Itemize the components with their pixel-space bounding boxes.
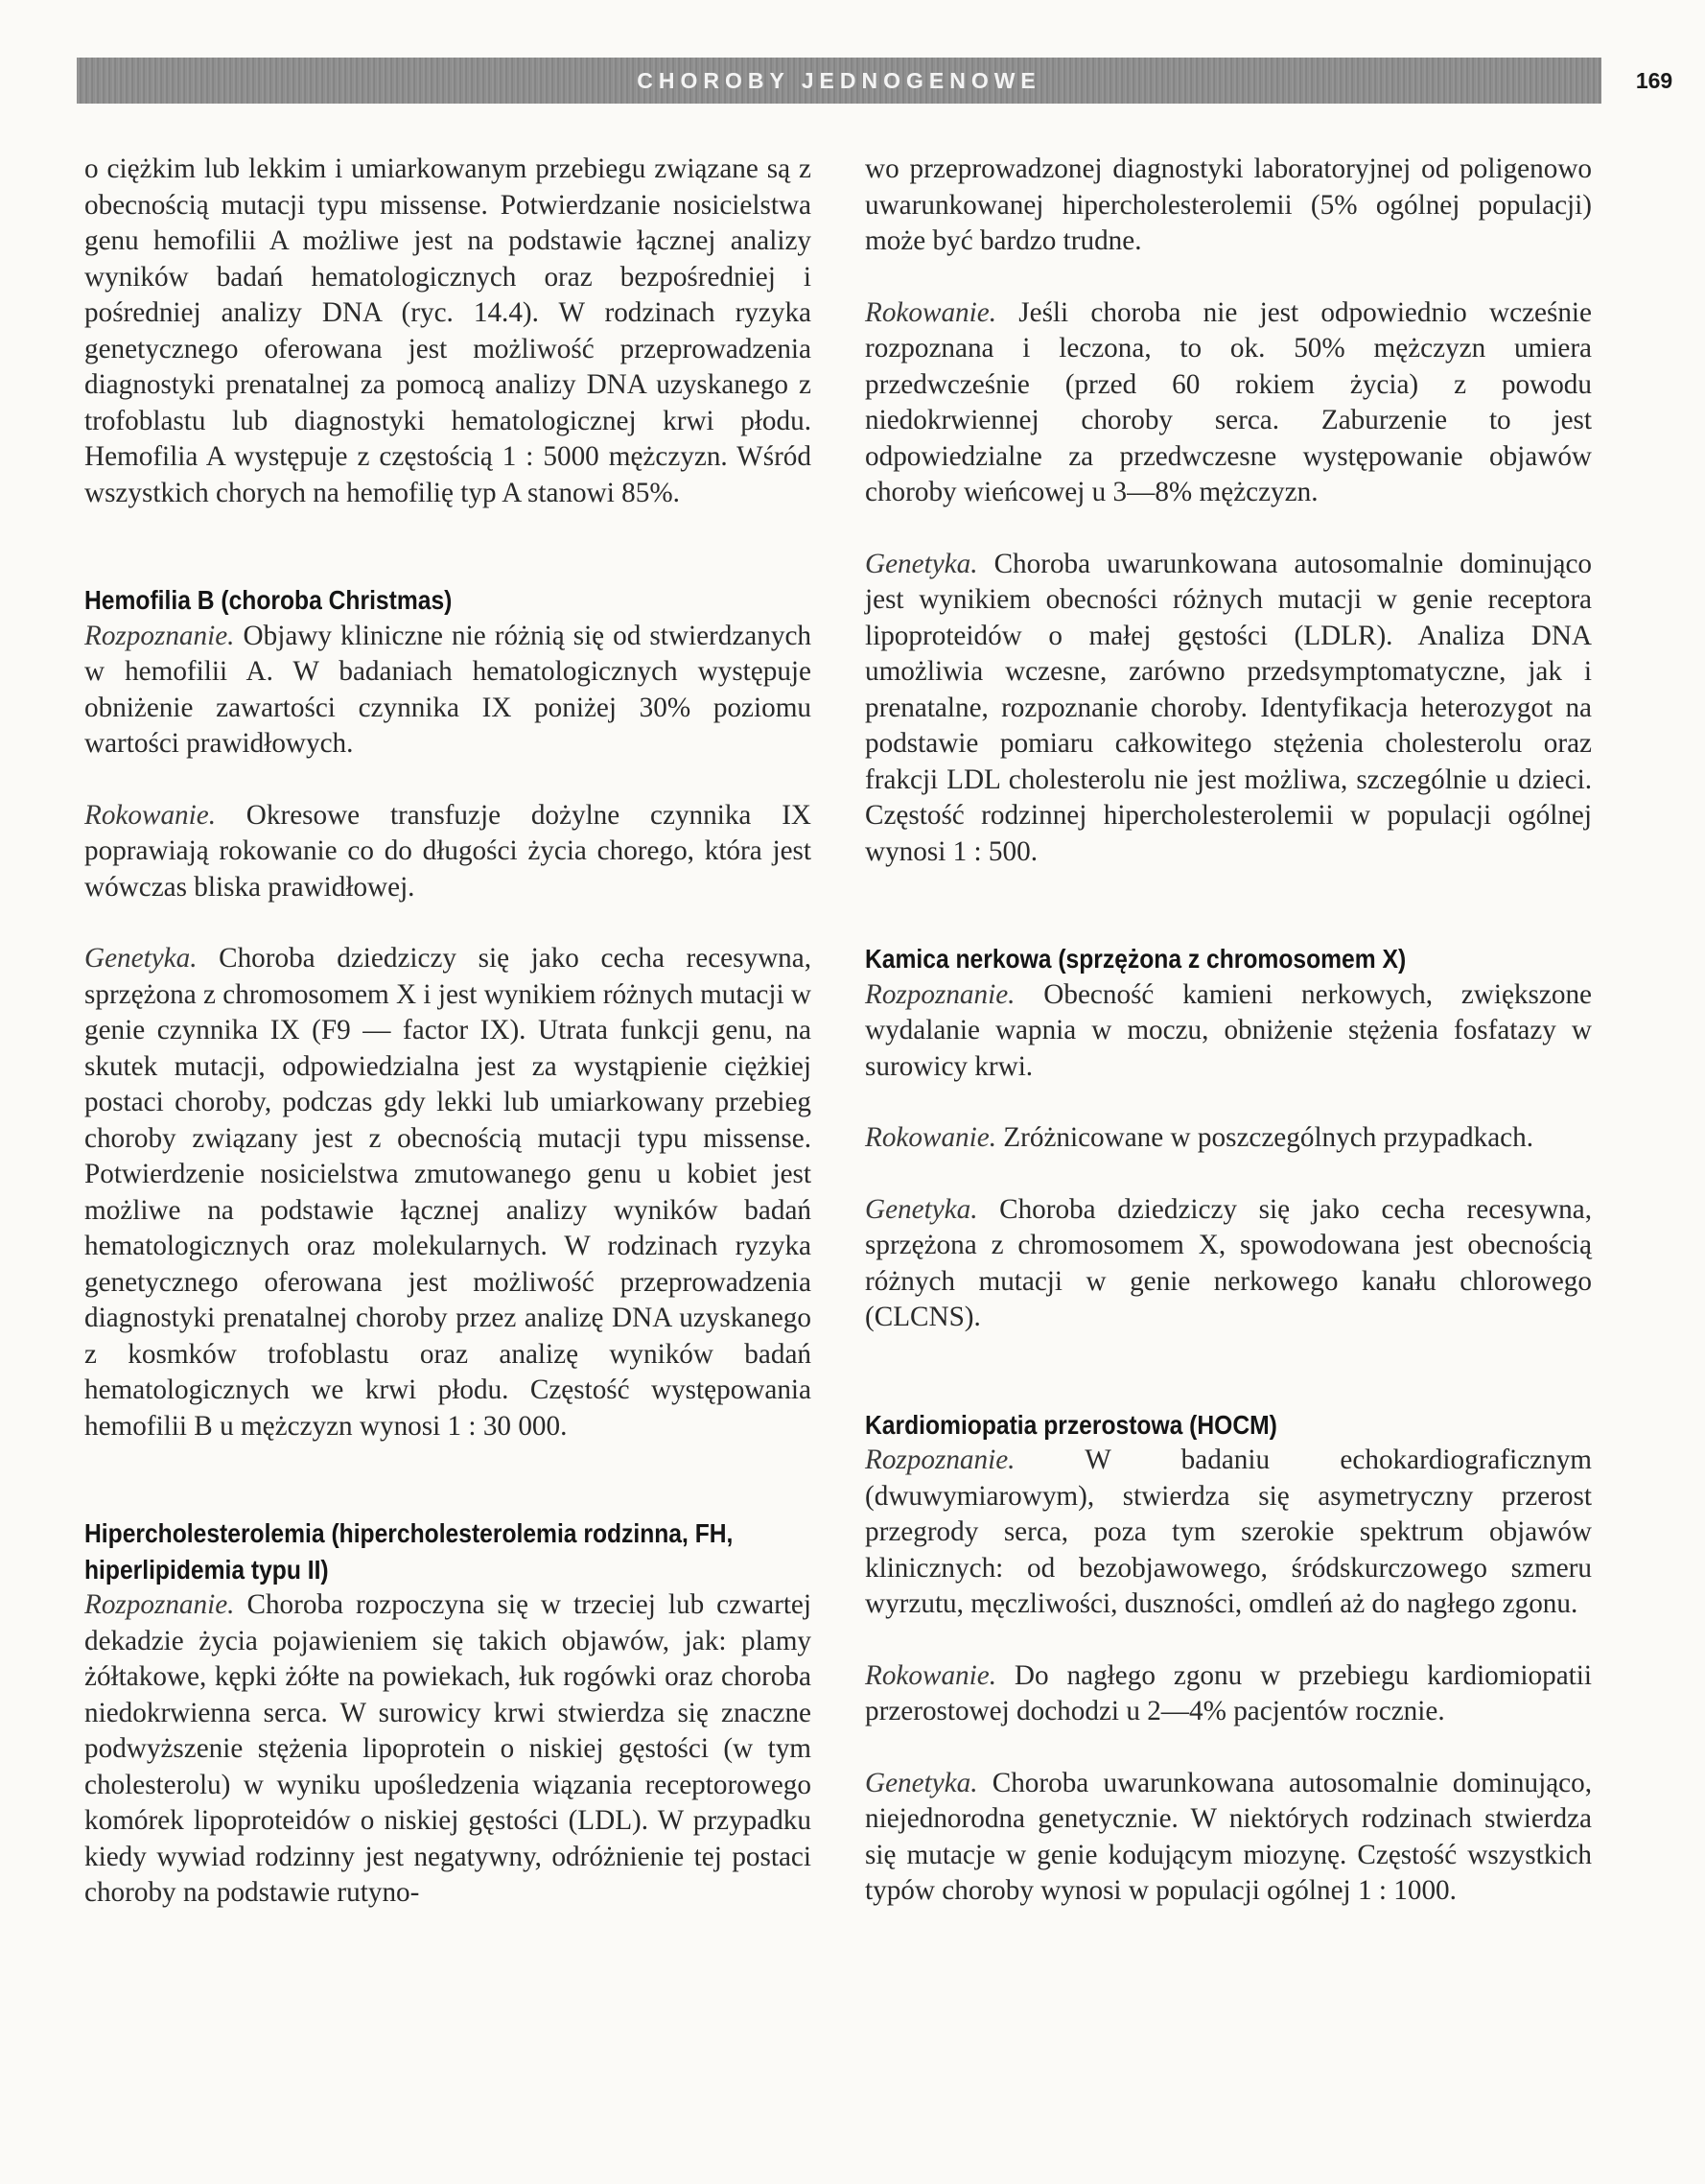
diagnosis-text: Objawy kliniczne nie różnią się od stwierdzanych w hemofilii A. W badaniach hematologicznych występuje obniżenie zawartości czynnika IX poniżej 30% poziomu wartości prawidłowych. <box>84 620 811 759</box>
diagnosis-label: Rozpoznanie. <box>865 1444 1016 1475</box>
diagnosis-paragraph <box>865 1443 1592 1623</box>
prognosis-text: Zróżnicowane w poszczególnych przypadkach. <box>996 1122 1533 1153</box>
running-title: CHOROBY JEDNOGENOWE <box>637 68 1041 93</box>
genetics-label: Genetyka. <box>865 1767 978 1798</box>
prognosis-paragraph <box>84 798 811 906</box>
prognosis-label: Rokowanie. <box>865 1659 996 1691</box>
genetics-paragraph <box>865 1192 1592 1336</box>
genetics-text: Choroba dziedziczy się jako cecha recesywna, sprzężona z chromosomem X i jest wynikiem różnych mutacji w genie czynnika IX (F9 — factor IX). Utrata funkcji genu, na skutek mutacji, odpowiedzialna jest za wystąpienie ciężkiej postaci choroby, podczas gdy lekki lub umiarkowany przebieg choroby związany jest z obecnością mutacji typu missense. Potwierdzenie nosicielstwa zmutowanego genu u kobiet jest możliwe na podstawie łącznej analizy wyników badań hematologicznych oraz molekularnych. W rodzinach ryzyka genetycznego oferowana jest możliwość przeprowadzenia diagnostyki prenatalnej choroby przez analizę DNA uzyskanego z kosmków trofoblastu oraz analizę wyników badań hematologicznych we krwi płodu. Częstość występowania hemofilii B u mężczyzn wynosi 1 : 30 000. <box>84 943 811 1442</box>
diagnosis-paragraph <box>84 619 811 763</box>
section-kamica-nerkowa <box>865 941 1592 1336</box>
diagnosis-label: Rozpoznanie. <box>865 978 1016 1010</box>
section-heading: Kardiomiopatia przerostowa (HOCM) <box>865 1409 1277 1440</box>
section-heading: Kamica nerkowa (sprzężona z chromosomem X) <box>865 944 1407 974</box>
running-header-band <box>77 58 1601 104</box>
diagnosis-label: Rozpoznanie. <box>84 1589 235 1620</box>
genetics-text: Choroba uwarunkowana autosomalnie dominująco jest wynikiem obecności różnych mutacji w genie receptora lipoproteidów o małej gęstości (LDLR). Analiza DNA umożliwia wczesne, zarówno przedsymptomatyczne, jak i prenatalne, rozpoznanie choroby. Identyfikacja heterozygot na podstawie pomiaru całkowitego stężenia cholesterolu oraz frakcji LDL cholesterolu nie jest możliwa, szczególnie u dzieci. Częstość rodzinnej hipercholesterolemii w populacji ogólnej wynosi 1 : 500. <box>865 548 1592 867</box>
section-heading: Hemofilia B (choroba Christmas) <box>84 585 453 615</box>
section-hemofilia-b <box>84 582 811 1444</box>
prognosis-label: Rokowanie. <box>865 1122 996 1153</box>
prognosis-paragraph <box>865 295 1592 511</box>
left-column <box>84 152 811 1912</box>
right-column <box>865 152 1592 1910</box>
intro-paragraph: o ciężkim lub lekkim i umiarkowanym przebiegu związane są z obecnością mutacji typu missense. Potwierdzanie nosicielstwa genu hemofilii A możliwe jest na podstawie łącznej analizy wyników badań hematologicznych oraz bezpośredniej i pośredniej analizy DNA (ryc. 14.4). W rodzinach ryzyka genetycznego oferowana jest możliwość przeprowadzenia diagnostyki prenatalnej za pomocą analizy DNA uzyskanego z trofoblastu lub diagnostyki hematologicznej krwi płodu. Hemofilia A występuje z częstością 1 : 5000 mężczyzn. Wśród wszystkich chorych na hemofilię typ A stanowi 85%. <box>84 153 811 508</box>
genetics-paragraph <box>84 941 811 1444</box>
prognosis-paragraph <box>865 1658 1592 1730</box>
genetics-paragraph <box>865 547 1592 871</box>
prognosis-text: Jeśli choroba nie jest odpowiednio wcześnie rozpoznana i leczona, to ok. 50% mężczyzn umiera przedwcześnie (przed 60 rokiem życia) z powodu niedokrwiennej choroby serca. Zaburzenie to jest odpowiedzialne za przedwczesne występowanie objawów choroby wieńcowej u 3—8% mężczyzn. <box>865 296 1592 507</box>
diagnosis-text: W badaniu echokardiograficznym (dwuwymiarowym), stwierdza się asymetryczny przerost przegrody serca, poza tym szerokie spektrum objawów klinicznych: od bezobjawowego, śródskurczowego szmeru wyrzutu, męczliwości, duszności, omdleń aż do nagłego zgonu. <box>865 1444 1592 1619</box>
section-hipercholesterolemia <box>84 1515 811 1912</box>
genetics-label: Genetyka. <box>84 943 198 974</box>
prognosis-text: Okresowe transfuzje dożylne czynnika IX poprawiają rokowanie co do długości życia chorego, która jest wówczas bliska prawidłowej. <box>84 799 811 903</box>
genetics-label: Genetyka. <box>865 1193 978 1225</box>
genetics-label: Genetyka. <box>865 548 978 579</box>
diagnosis-text: Choroba rozpoczyna się w trzeciej lub czwartej dekadzie życia pojawieniem się takich objawów, jak: plamy żółtakowe, kępki żółte na powiekach, łuk rogówki oraz choroba niedokrwienna serca. W surowicy krwi stwierdza się znaczne podwyższenie stężenia lipoprotein o niskiej gęstości (w tym cholesterolu) w wyniku upośledzenia wiązania receptorowego komórek lipoproteidów o niskiej gęstości (LDL). W przypadku kiedy wywiad rodzinny jest negatywny, odróżnienie tej postaci choroby na podstawie rutyno- <box>84 1589 811 1908</box>
section-kardiomiopatia <box>865 1407 1592 1910</box>
genetics-paragraph <box>865 1766 1592 1910</box>
prognosis-text: Do nagłego zgonu w przebiegu kardiomiopatii przerostowej dochodzi u 2—4% pacjentów rocznie. <box>865 1659 1592 1726</box>
diagnosis-paragraph <box>84 1587 811 1912</box>
genetics-text: Choroba dziedziczy się jako cecha recesywna, sprzężona z chromosomem X, spowodowana jest obecnością różnych mutacji w genie nerkowego kanału chlorowego (CLCNS). <box>865 1193 1592 1332</box>
genetics-text: Choroba uwarunkowana autosomalnie dominująco, niejednorodna genetycznie. W niektórych rodzinach stwierdza się mutacje w genie kodującym miozynę. Częstość wszystkich typów choroby wynosi w populacji ogólnej 1 : 1000. <box>865 1767 1592 1906</box>
prognosis-label: Rokowanie. <box>84 799 216 831</box>
section-heading: Hipercholesterolemia (hipercholesterolemia rodzinna, FH, hiperlipidemia typu II) <box>84 1518 734 1585</box>
continuation-paragraph: wo przeprowadzonej diagnostyki laboratoryjnej od poligenowo uwarunkowanej hipercholesterolemii (5% ogólnej populacji) może być bardzo trudne. <box>865 153 1592 256</box>
diagnosis-paragraph <box>865 977 1592 1086</box>
prognosis-paragraph <box>865 1120 1592 1157</box>
prognosis-label: Rokowanie. <box>865 296 996 328</box>
page-number: 169 <box>1635 68 1673 93</box>
diagnosis-text: Obecność kamieni nerkowych, zwiększone wydalanie wapnia w moczu, obniżenie stężenia fosfatazy w surowicy krwi. <box>865 978 1592 1082</box>
diagnosis-label: Rozpoznanie. <box>84 620 235 651</box>
